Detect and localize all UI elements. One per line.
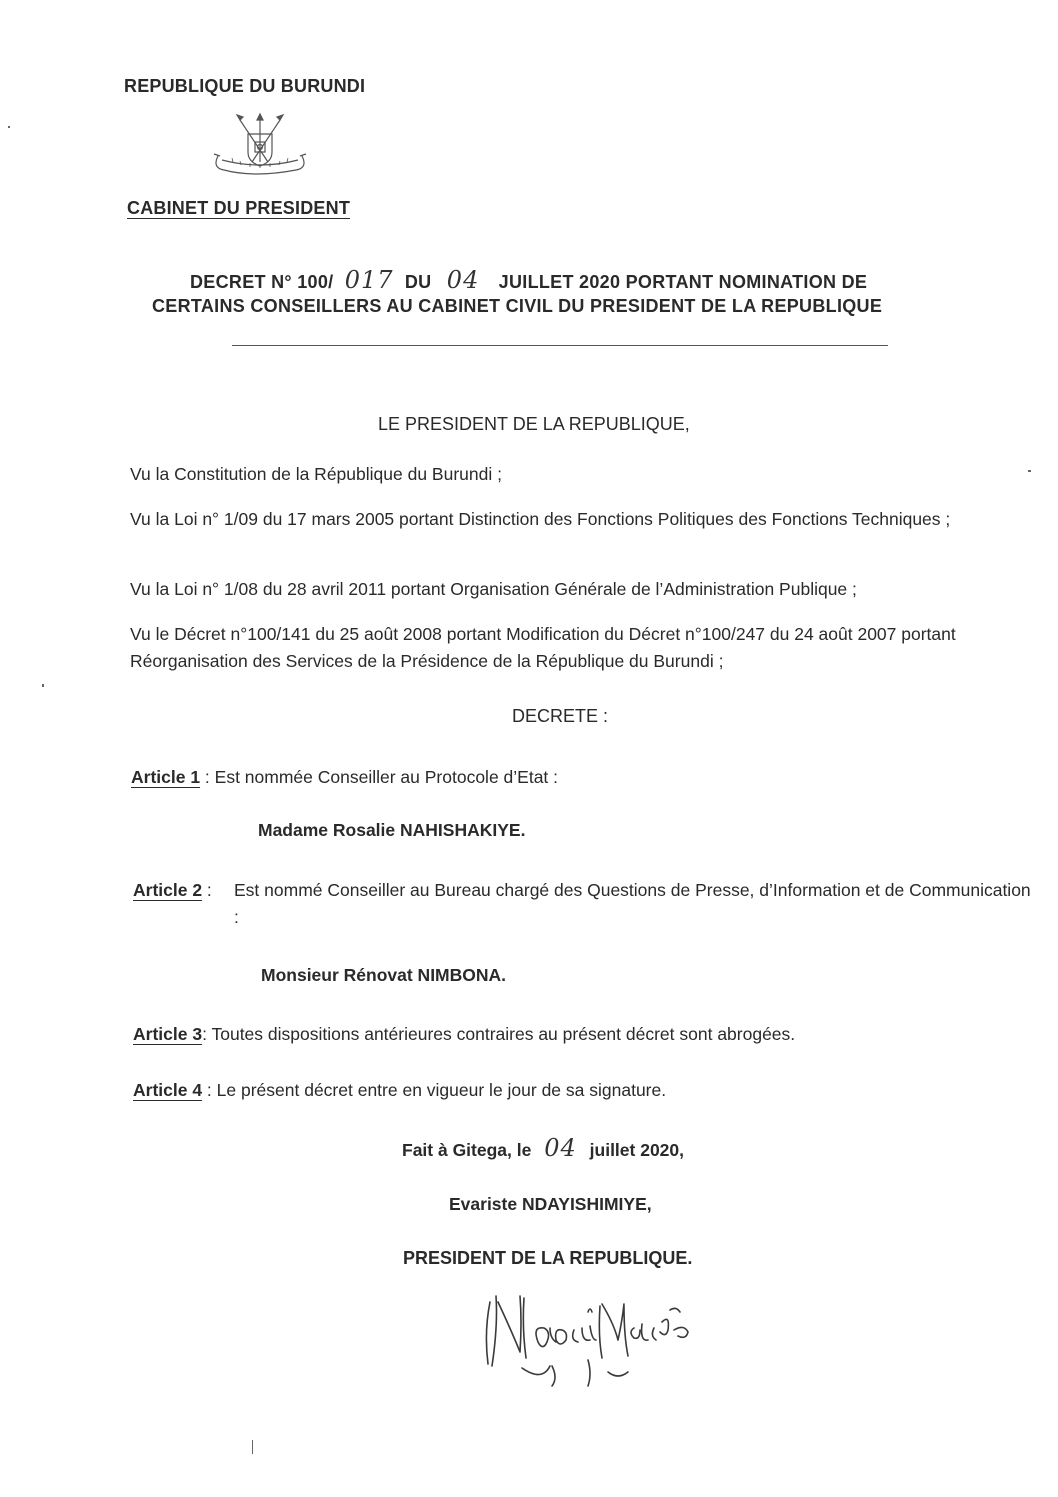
decree-du: DU	[404, 272, 432, 292]
signatory-role: PRESIDENT DE LA REPUBLIQUE.	[403, 1248, 693, 1268]
article-2-appointee: Monsieur Rénovat NIMBONA.	[261, 965, 507, 985]
article-1-text: Est nommée Conseiller au Protocole d’Etat :	[214, 767, 559, 787]
scan-speck	[42, 684, 44, 687]
decrete-heading: DECRETE :	[512, 706, 609, 726]
office-heading: CABINET DU PRESIDENT	[127, 198, 351, 218]
decree-title-rest: JUILLET 2020 PORTANT NOMINATION DE	[498, 272, 868, 292]
article-4-text: Le présent décret entre en vigueur le jour de sa signature.	[216, 1080, 667, 1100]
article-1-label: Article 1	[131, 767, 201, 787]
article-4: Article 4 : Le présent décret entre en vigueur le jour de sa signature.	[133, 1080, 667, 1100]
handwritten-signature	[478, 1282, 748, 1392]
article-1-appointee: Madame Rosalie NAHISHAKIYE.	[258, 820, 526, 840]
decree-prefix: DECRET N° 100/	[190, 272, 334, 292]
closing-fait-a: Fait à Gitega, le	[402, 1140, 532, 1160]
title-divider	[232, 345, 888, 346]
article-2-label-wrap: Article 2 :	[133, 880, 212, 900]
scan-speck	[1028, 470, 1031, 472]
signatory-name: Evariste NDAYISHIMIYE,	[449, 1194, 652, 1214]
scan-speck	[252, 1440, 253, 1454]
decree-number-handwritten: 017	[344, 266, 394, 294]
article-2-text: Est nommé Conseiller au Bureau chargé des Questions de Presse, d’Information et de Communication :	[234, 880, 1031, 927]
scan-speck	[8, 126, 10, 128]
preamble-vu-3: Vu la Loi n° 1/08 du 28 avril 2011 portant Organisation Générale de l’Administration Publique ;	[130, 579, 857, 599]
article-3-label: Article 3	[133, 1024, 203, 1044]
article-3: Article 3: Toutes dispositions antérieures contraires au présent décret sont abrogées.	[133, 1024, 796, 1044]
closing-date-rest: juillet 2020,	[589, 1140, 685, 1160]
decree-day-handwritten: 04	[446, 266, 480, 294]
coat-of-arms-emblem	[210, 112, 310, 184]
article-4-label: Article 4	[133, 1080, 203, 1100]
decree-title-line2: CERTAINS CONSEILLERS AU CABINET CIVIL DU PRESIDENT DE LA REPUBLIQUE	[152, 296, 883, 316]
closing-place-date	[402, 1134, 684, 1162]
preamble-vu-2: Vu la Loi n° 1/09 du 17 mars 2005 portant Distinction des Fonctions Politiques des Fonctions Techniques ;	[130, 509, 951, 529]
preamble-vu-4: Vu le Décret n°100/141 du 25 août 2008 portant Modification du Décret n°100/247 du 24 août 2007 portant Réorganisation des Services de la Présidence de la République du Burundi ;	[130, 624, 956, 671]
decree-title-line1	[190, 266, 867, 294]
article-1: Article 1 : Est nommée Conseiller au Protocole d’Etat :	[131, 767, 559, 787]
preamble-heading: LE PRESIDENT DE LA REPUBLIQUE,	[378, 414, 690, 434]
article-3-text: Toutes dispositions antérieures contraires au présent décret sont abrogées.	[211, 1024, 796, 1044]
preamble-vu-1: Vu la Constitution de la République du Burundi ;	[130, 464, 502, 484]
country-heading: REPUBLIQUE DU BURUNDI	[124, 76, 366, 96]
closing-day-handwritten: 04	[544, 1134, 577, 1162]
article-2-label: Article 2	[133, 880, 203, 900]
